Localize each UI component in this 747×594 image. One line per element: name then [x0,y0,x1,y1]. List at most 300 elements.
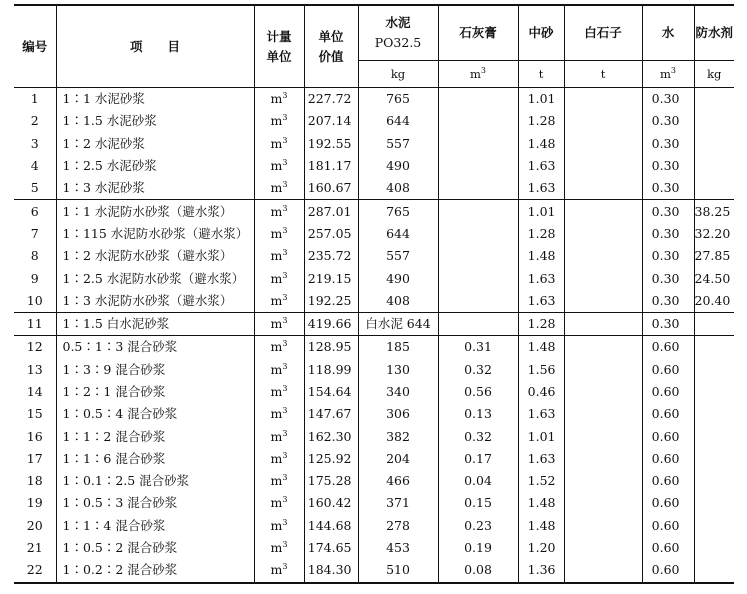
cell-unit-sup: 3 [282,428,288,438]
cell-unit-base: m [270,540,283,556]
cell-lime: 0.19 [438,537,518,559]
cell-lime [438,312,518,335]
cell-unit-base: m [270,406,283,422]
cell-price: 207.14 [304,110,358,132]
table-row [14,336,734,359]
cell-waterproof-agent [694,403,734,425]
cell-unit-sup: 3 [282,517,288,527]
cell-cement: 278 [358,515,438,537]
table-row [14,359,734,381]
cell-stone [564,312,642,335]
cell-sand: 1.52 [518,470,564,492]
cell-no: 17 [26,450,43,466]
cell-stone [564,336,642,359]
cell-item: 1∶0.5∶3 混合砂浆 [56,492,254,514]
cell-cement: 371 [358,492,438,514]
cell-unit-base: m [270,113,283,129]
cell-no: 20 [26,517,43,533]
cell-cement: 490 [358,155,438,177]
table-row [14,133,734,155]
cell-unit-sup: 3 [282,203,288,213]
cell-lime: 0.08 [438,559,518,582]
cell-cement: 382 [358,425,438,447]
cell-waterproof-agent [694,155,734,177]
cell-no: 8 [30,248,39,264]
cell-price: 219.15 [304,267,358,289]
header-item: 项 目 [56,5,254,88]
cell-unit-sup: 3 [282,406,288,416]
cell-unit-sup: 3 [282,292,288,302]
cell-water: 0.60 [642,448,694,470]
cell-unit-sup: 3 [282,315,288,325]
cell-lime: 0.31 [438,336,518,359]
cell-no: 2 [30,113,39,129]
cell-item: 1∶1∶6 混合砂浆 [56,448,254,470]
cell-item: 0.5∶1∶3 混合砂浆 [56,336,254,359]
table-row [14,559,734,582]
cell-stone [564,290,642,313]
cell-price: 125.92 [304,448,358,470]
cell-item: 1∶1∶4 混合砂浆 [56,515,254,537]
cell-lime: 0.04 [438,470,518,492]
cell-unit-sup: 3 [282,495,288,505]
cell-unit [254,223,304,245]
cell-sand: 1.20 [518,537,564,559]
cell-unit-sup: 3 [282,473,288,483]
cell-sand: 1.01 [518,88,564,111]
cell-unit [254,425,304,447]
header-price [304,5,358,88]
cell-sand: 1.48 [518,245,564,267]
cell-unit-base: m [270,428,283,444]
cell-item: 1∶2.5 水泥砂浆 [56,155,254,177]
table-row [14,177,734,200]
cell-waterproof-agent [694,312,734,335]
cell-item: 1∶0.5∶2 混合砂浆 [56,537,254,559]
cell-waterproof-agent [694,425,734,447]
cell-sand: 1.28 [518,110,564,132]
cell-lime: 0.15 [438,492,518,514]
cell-unit-sup: 3 [282,361,288,371]
cell-lime [438,245,518,267]
cell-unit [254,155,304,177]
cell-cement: 765 [358,200,438,223]
cell-sand: 1.48 [518,515,564,537]
cell-stone [564,403,642,425]
cell-item: 1∶0.1∶2.5 混合砂浆 [56,470,254,492]
cell-cement: 490 [358,267,438,289]
cell-waterproof-agent: 20.40 [694,290,734,313]
cell-sand: 1.48 [518,492,564,514]
cell-item: 1∶115 水泥防水砂浆（避水浆） [56,223,254,245]
cell-water: 0.60 [642,425,694,447]
cell-sand: 1.63 [518,403,564,425]
cell-stone [564,470,642,492]
table-row [14,155,734,177]
header-water: 水 [642,5,694,61]
cell-water: 0.60 [642,359,694,381]
cell-unit-base: m [270,450,283,466]
cell-cement: 408 [358,290,438,313]
cell-price: 181.17 [304,155,358,177]
cell-sand: 1.63 [518,155,564,177]
cell-stone [564,155,642,177]
cell-waterproof-agent: 24.50 [694,267,734,289]
cell-unit-base: m [270,517,283,533]
cell-unit-sup: 3 [282,225,288,235]
cell-stone [564,177,642,200]
cell-stone [564,425,642,447]
table-row [14,267,734,289]
cell-unit-base: m [270,248,283,264]
cell-water: 0.30 [642,223,694,245]
unit-lime-base: m [470,67,481,81]
table-row [14,290,734,313]
cell-unit [254,359,304,381]
cell-waterproof-agent [694,537,734,559]
cell-unit [254,110,304,132]
cell-no: 7 [30,225,39,241]
unit-water-base: m [660,67,671,81]
cell-stone [564,200,642,223]
cell-no: 11 [14,312,56,335]
cell-item: 1∶3∶9 混合砂浆 [56,359,254,381]
cell-waterproof-agent [694,177,734,200]
table-row [14,425,734,447]
cell-unit-base: m [270,225,283,241]
cell-waterproof-agent [694,110,734,132]
cell-unit-sup: 3 [282,90,288,100]
cell-cement: 306 [358,403,438,425]
cell-water: 0.30 [642,155,694,177]
table-row [14,492,734,514]
cell-water: 0.30 [642,267,694,289]
table-row [14,381,734,403]
cell-unit [254,336,304,359]
cell-no: 15 [26,406,43,422]
cell-lime [438,88,518,111]
header-stone: 白石子 [564,5,642,61]
cell-no: 16 [26,428,43,444]
cell-price: 160.67 [304,177,358,200]
cell-lime: 0.32 [438,359,518,381]
cell-lime: 0.13 [438,403,518,425]
cell-unit-base: m [270,292,283,308]
cell-waterproof-agent [694,515,734,537]
cell-water: 0.60 [642,403,694,425]
cell-sand: 1.36 [518,559,564,582]
table-row [14,110,734,132]
cell-unit [254,290,304,313]
cell-stone [564,88,642,111]
header-cement-line2: PO32.5 [374,35,422,50]
cell-waterproof-agent: 38.25 [694,200,734,223]
unit-water-sup: 3 [670,66,676,76]
unit-stone: t [564,61,642,88]
cell-unit-sup: 3 [282,562,288,572]
cell-no: 6 [14,200,56,223]
cell-sand: 1.28 [518,312,564,335]
cell-unit-base: m [270,384,283,399]
cell-price: 175.28 [304,470,358,492]
cell-no: 10 [26,292,43,308]
unit-water [642,61,694,88]
cell-water: 0.60 [642,559,694,582]
cell-price: 147.67 [304,403,358,425]
cell-lime [438,177,518,200]
cell-price: 419.66 [304,312,358,335]
cell-no: 4 [30,158,39,174]
cell-lime [438,155,518,177]
cell-unit-base: m [270,135,283,151]
cell-unit [254,470,304,492]
cell-stone [564,133,642,155]
cell-unit [254,177,304,200]
table-row [14,200,734,223]
cell-price: 162.30 [304,425,358,447]
cell-unit [254,515,304,537]
cell-no: 22 [14,559,56,582]
header-cement [358,5,438,61]
cell-sand: 1.56 [518,359,564,381]
cell-price: 128.95 [304,336,358,359]
cell-unit-base: m [270,316,283,332]
cell-cement: 204 [358,448,438,470]
cell-waterproof-agent [694,336,734,359]
cell-price: 144.68 [304,515,358,537]
cell-lime [438,200,518,223]
cell-unit-sup: 3 [282,180,288,190]
cell-item: 1∶1.5 水泥砂浆 [56,110,254,132]
cell-price: 118.99 [304,359,358,381]
cell-no: 1 [30,91,39,107]
cell-unit-base: m [270,562,283,578]
cell-item: 1∶2∶1 混合砂浆 [56,381,254,403]
cell-sand: 1.48 [518,133,564,155]
cell-cement: 白水泥 644 [358,312,438,335]
cell-item: 1∶3 水泥砂浆 [56,177,254,200]
cell-stone [564,448,642,470]
cell-stone [564,110,642,132]
cell-item: 1∶0.5∶4 混合砂浆 [56,403,254,425]
cell-unit-sup: 3 [282,539,288,549]
cell-sand: 1.63 [518,448,564,470]
cell-unit [254,537,304,559]
cell-cement: 453 [358,537,438,559]
cell-item: 1∶1 水泥砂浆 [56,88,254,111]
cell-no: 3 [30,135,39,151]
cell-stone [564,359,642,381]
cell-no: 13 [26,361,43,377]
cell-lime [438,223,518,245]
cell-no: 21 [26,540,43,556]
cell-no: 12 [14,336,56,359]
header-sand: 中砂 [518,5,564,61]
cell-waterproof-agent: 32.20 [694,223,734,245]
table-row [14,312,734,335]
header-unit-line1: 计量 [266,28,292,44]
cell-unit [254,200,304,223]
cell-unit [254,448,304,470]
table-row [14,403,734,425]
cell-waterproof-agent [694,133,734,155]
cell-no: 5 [30,180,39,196]
cell-item: 1∶2 水泥砂浆 [56,133,254,155]
cell-unit [254,267,304,289]
cell-water: 0.60 [642,515,694,537]
cell-lime [438,133,518,155]
mortar-price-table [14,4,734,584]
cell-unit-base: m [270,270,283,286]
cell-stone [564,559,642,582]
cell-unit [254,403,304,425]
unit-cement: kg [358,61,438,88]
cell-sand: 1.01 [518,200,564,223]
table-row [14,88,734,111]
mortar-price-table-container [14,4,734,584]
cell-cement: 557 [358,133,438,155]
cell-unit-sup: 3 [282,450,288,460]
header-lime: 石灰膏 [438,5,518,61]
cell-unit [254,559,304,582]
unit-lime-sup: 3 [480,66,486,76]
cell-water: 0.30 [642,290,694,313]
cell-water: 0.60 [642,336,694,359]
cell-unit [254,492,304,514]
unit-lime [438,61,518,88]
cell-unit-sup: 3 [282,157,288,167]
header-no: 编号 [14,5,56,88]
cell-cement: 185 [358,336,438,359]
cell-cement: 340 [358,381,438,403]
cell-unit-base: m [270,339,283,355]
cell-water: 0.60 [642,381,694,403]
cell-price: 235.72 [304,245,358,267]
table-body [14,88,734,583]
cell-price: 257.05 [304,223,358,245]
cell-lime [438,267,518,289]
cell-lime: 0.56 [438,381,518,403]
header-price-line2: 价值 [318,48,344,64]
unit-sand: t [518,61,564,88]
table-row [14,245,734,267]
cell-water: 0.30 [642,245,694,267]
header-unit [254,5,304,88]
cell-stone [564,515,642,537]
cell-cement: 510 [358,559,438,582]
cell-waterproof-agent: 27.85 [694,245,734,267]
cell-waterproof-agent [694,381,734,403]
cell-unit-base: m [270,203,283,219]
cell-sand: 1.01 [518,425,564,447]
cell-stone [564,223,642,245]
cell-item: 1∶1∶2 混合砂浆 [56,425,254,447]
cell-unit-sup: 3 [282,383,288,393]
cell-cement: 644 [358,110,438,132]
cell-cement: 466 [358,470,438,492]
cell-cement: 644 [358,223,438,245]
cell-stone [564,492,642,514]
cell-item: 1∶2.5 水泥防水砂浆（避水浆） [56,267,254,289]
cell-stone [564,267,642,289]
cell-price: 287.01 [304,200,358,223]
cell-unit-base: m [270,91,283,107]
cell-lime [438,290,518,313]
cell-waterproof-agent [694,559,734,582]
cell-unit-base: m [270,361,283,377]
header-unit-line2: 单位 [266,48,292,64]
cell-unit [254,133,304,155]
cell-no: 9 [30,270,39,286]
cell-item: 1∶2 水泥防水砂浆（避水浆） [56,245,254,267]
cell-unit-base: m [270,473,283,489]
cell-price: 227.72 [304,88,358,111]
cell-price: 192.55 [304,133,358,155]
cell-waterproof-agent [694,492,734,514]
cell-water: 0.60 [642,537,694,559]
cell-sand: 1.63 [518,290,564,313]
cell-cement: 557 [358,245,438,267]
cell-water: 0.60 [642,492,694,514]
table-row [14,470,734,492]
cell-item: 1∶0.2∶2 混合砂浆 [56,559,254,582]
cell-item: 1∶1.5 白水泥砂浆 [56,312,254,335]
unit-waterproof-agent: kg [694,61,734,88]
cell-unit [254,381,304,403]
cell-no: 18 [26,473,43,489]
header-waterproof-agent: 防水剂 [694,5,734,61]
cell-unit-sup: 3 [282,135,288,145]
header-cement-line1: 水泥 [385,15,411,30]
cell-unit-sup: 3 [282,339,288,349]
cell-lime: 0.17 [438,448,518,470]
cell-water: 0.30 [642,133,694,155]
cell-sand: 1.48 [518,336,564,359]
cell-unit [254,88,304,111]
cell-waterproof-agent [694,88,734,111]
table-row [14,223,734,245]
header-price-line1: 单位 [318,28,344,44]
cell-price: 160.42 [304,492,358,514]
cell-lime: 0.32 [438,425,518,447]
cell-unit-base: m [270,180,283,196]
cell-unit [254,245,304,267]
cell-sand: 0.46 [518,381,564,403]
cell-item: 1∶3 水泥防水砂浆（避水浆） [56,290,254,313]
cell-unit-sup: 3 [282,270,288,280]
cell-water: 0.30 [642,88,694,111]
cell-waterproof-agent [694,448,734,470]
cell-cement: 130 [358,359,438,381]
cell-stone [564,245,642,267]
cell-item: 1∶1 水泥防水砂浆（避水浆） [56,200,254,223]
cell-price: 192.25 [304,290,358,313]
cell-waterproof-agent [694,359,734,381]
cell-unit-sup: 3 [282,248,288,258]
cell-unit-base: m [270,158,283,174]
cell-cement: 765 [358,88,438,111]
cell-lime [438,110,518,132]
cell-unit [254,312,304,335]
cell-water: 0.30 [642,200,694,223]
cell-price: 154.64 [304,381,358,403]
cell-no: 14 [26,384,43,399]
cell-stone [564,537,642,559]
cell-lime: 0.23 [438,515,518,537]
table-row [14,515,734,537]
cell-price: 184.30 [304,559,358,582]
cell-sand: 1.63 [518,267,564,289]
